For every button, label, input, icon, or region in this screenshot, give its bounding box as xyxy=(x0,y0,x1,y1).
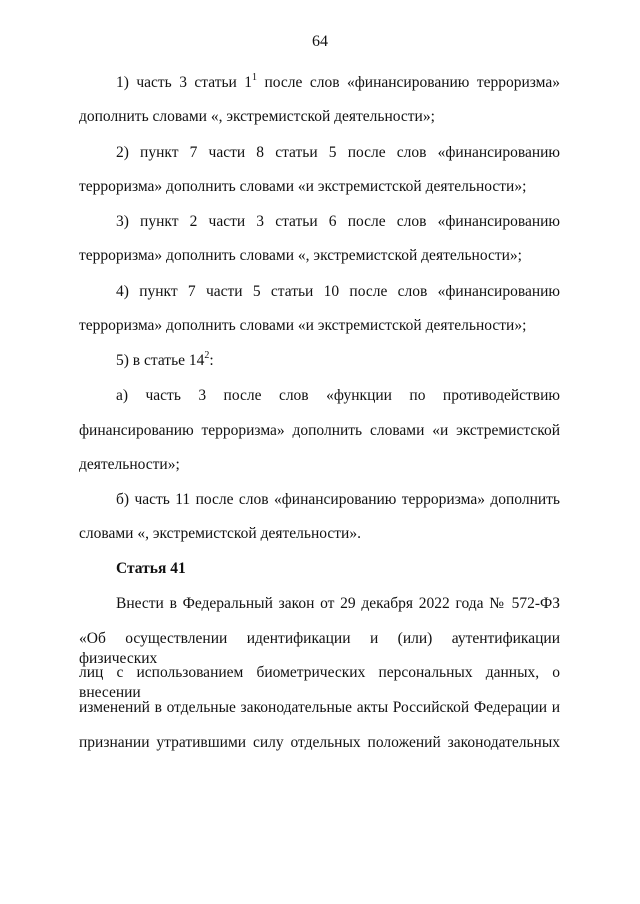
page-number: 64 xyxy=(312,33,328,50)
item-5-line xyxy=(116,351,560,373)
item-1-tail: после слов «финансированию терроризма» xyxy=(257,74,560,91)
item-1-superscript: 1 xyxy=(252,72,258,83)
item-4-line-1: 4) пункт 7 части 5 статьи 10 после слов «финансированию xyxy=(116,283,560,300)
item-2-line-1: 2) пункт 7 части 8 статьи 5 после слов «финансированию xyxy=(116,144,560,161)
item-1-text: 1) часть 3 статьи 1 xyxy=(116,74,253,91)
subitem-a-line-2: финансированию терроризма» дополнить словами «и экстремистской xyxy=(79,422,560,439)
subitem-a-line-1: а) часть 3 после слов «функции по противодействию xyxy=(116,387,560,404)
item-1-line-2: дополнить словами «, экстремистской деятельности»; xyxy=(79,108,435,125)
article-body-line-4: изменений в отдельные законодательные акты Российской Федерации и xyxy=(79,699,560,716)
article-body-line-1: Внести в Федеральный закон от 29 декабря 2022 года № 572-ФЗ xyxy=(116,595,560,612)
subitem-b-line-1: б) часть 11 после слов «финансированию терроризма» дополнить xyxy=(116,491,560,508)
item-5-text: 5) в статье 14 xyxy=(116,352,205,369)
article-body-line-3: лиц с использованием биометрических персональных данных, о внесении xyxy=(79,664,560,701)
subitem-a-line-3: деятельности»; xyxy=(79,456,180,473)
item-4-line-2: терроризма» дополнить словами «и экстремистской деятельности»; xyxy=(79,317,527,334)
item-2-line-2: терроризма» дополнить словами «и экстремистской деятельности»; xyxy=(79,178,527,195)
item-5-superscript: 2 xyxy=(204,350,210,361)
item-3-line-1: 3) пункт 2 части 3 статьи 6 после слов «финансированию xyxy=(116,213,560,230)
subitem-b-line-2: словами «, экстремистской деятельности». xyxy=(79,525,361,542)
article-heading: Статья 41 xyxy=(116,560,186,577)
item-3-line-2: терроризма» дополнить словами «, экстремистской деятельности»; xyxy=(79,247,522,264)
item-5-tail: : xyxy=(209,352,214,369)
article-body-line-2: «Об осуществлении идентификации и (или) аутентификации физических xyxy=(79,630,560,667)
item-1-line-1 xyxy=(116,73,560,95)
article-body-line-5: признании утратившими силу отдельных положений законодательных xyxy=(79,734,560,751)
